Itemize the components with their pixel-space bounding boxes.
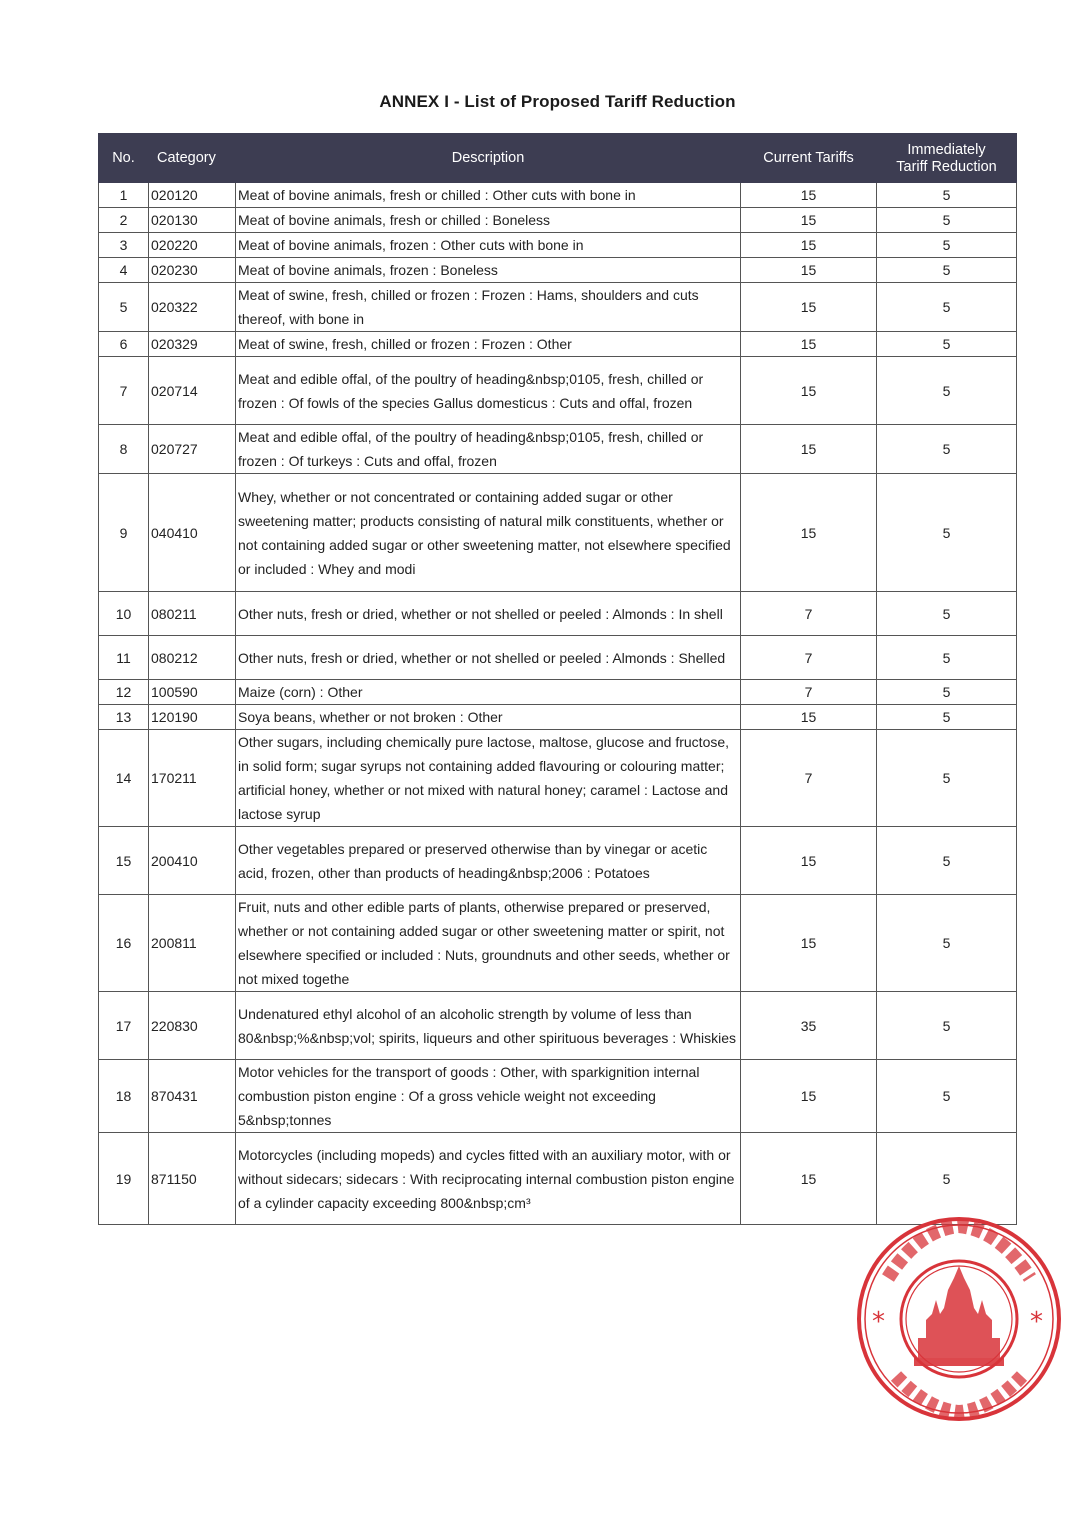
cell-category: 870431 xyxy=(149,1060,236,1133)
cell-current-tariff: 15 xyxy=(741,425,877,474)
cell-no: 7 xyxy=(99,357,149,425)
table-header-row xyxy=(99,134,1017,183)
cell-immediate-reduction: 5 xyxy=(877,357,1017,425)
table-row xyxy=(99,827,1017,895)
cell-immediate-reduction: 5 xyxy=(877,425,1017,474)
cell-no: 18 xyxy=(99,1060,149,1133)
cell-no: 14 xyxy=(99,730,149,827)
cell-immediate-reduction: 5 xyxy=(877,636,1017,680)
cell-current-tariff: 15 xyxy=(741,1060,877,1133)
cell-category: 020120 xyxy=(149,183,236,208)
svg-text:*: * xyxy=(872,1307,885,1337)
column-header-category: Category xyxy=(149,134,236,183)
cell-no: 11 xyxy=(99,636,149,680)
official-seal-icon xyxy=(848,1208,1070,1426)
cell-description: Meat of bovine animals, fresh or chilled : Other cuts with bone in xyxy=(236,183,741,208)
cell-category: 220830 xyxy=(149,992,236,1060)
cell-current-tariff: 15 xyxy=(741,895,877,992)
cell-no: 5 xyxy=(99,283,149,332)
cell-current-tariff: 15 xyxy=(741,332,877,357)
cell-current-tariff: 15 xyxy=(741,283,877,332)
cell-immediate-reduction: 5 xyxy=(877,827,1017,895)
cell-category: 020714 xyxy=(149,357,236,425)
cell-description: Meat of bovine animals, frozen : Other cuts with bone in xyxy=(236,233,741,258)
cell-description: Undenatured ethyl alcohol of an alcoholic strength by volume of less than 80&nbsp;%&nbsp;vol; spirits, liqueurs and other spirituous beverages : Whiskies xyxy=(236,992,741,1060)
table-row xyxy=(99,183,1017,208)
cell-current-tariff: 15 xyxy=(741,705,877,730)
cell-immediate-reduction: 5 xyxy=(877,730,1017,827)
cell-category: 020727 xyxy=(149,425,236,474)
table-row xyxy=(99,233,1017,258)
table-row xyxy=(99,636,1017,680)
cell-category: 020130 xyxy=(149,208,236,233)
cell-no: 12 xyxy=(99,680,149,705)
cell-current-tariff: 15 xyxy=(741,208,877,233)
cell-description: Fruit, nuts and other edible parts of plants, otherwise prepared or preserved, whether or not containing added sugar or other sweetening matter or spirit, not elsewhere specified or included : Nuts, groundnuts and other seeds, whether or not mixed togethe xyxy=(236,895,741,992)
cell-current-tariff: 15 xyxy=(741,827,877,895)
cell-category: 020322 xyxy=(149,283,236,332)
table-row xyxy=(99,680,1017,705)
cell-no: 8 xyxy=(99,425,149,474)
cell-category: 100590 xyxy=(149,680,236,705)
cell-no: 3 xyxy=(99,233,149,258)
cell-no: 16 xyxy=(99,895,149,992)
cell-category: 020220 xyxy=(149,233,236,258)
cell-immediate-reduction: 5 xyxy=(877,233,1017,258)
table-row xyxy=(99,332,1017,357)
cell-description: Soya beans, whether or not broken : Other xyxy=(236,705,741,730)
cell-description: Meat of swine, fresh, chilled or frozen : Frozen : Hams, shoulders and cuts thereof, with bone in xyxy=(236,283,741,332)
cell-current-tariff: 7 xyxy=(741,592,877,636)
cell-no: 10 xyxy=(99,592,149,636)
table-row xyxy=(99,1060,1017,1133)
column-header-current-tariffs: Current Tariffs xyxy=(741,134,877,183)
cell-immediate-reduction: 5 xyxy=(877,895,1017,992)
cell-immediate-reduction: 5 xyxy=(877,283,1017,332)
cell-no: 9 xyxy=(99,474,149,592)
cell-current-tariff: 7 xyxy=(741,730,877,827)
cell-description: Motorcycles (including mopeds) and cycles fitted with an auxiliary motor, with or without sidecars; sidecars : With reciprocating internal combustion piston engine of a cylinder capacity exceeding 800&nbsp;cm³ xyxy=(236,1133,741,1225)
cell-description: Whey, whether or not concentrated or containing added sugar or other sweetening matter; products consisting of natural milk constituents, whether or not containing added sugar or other sweetening matter, not elsewhere specified or included : Whey and modi xyxy=(236,474,741,592)
cell-category: 080211 xyxy=(149,592,236,636)
cell-current-tariff: 15 xyxy=(741,183,877,208)
column-header-immediate-reduction xyxy=(877,134,1017,183)
cell-category: 120190 xyxy=(149,705,236,730)
cell-no: 17 xyxy=(99,992,149,1060)
cell-category: 200410 xyxy=(149,827,236,895)
table-row xyxy=(99,425,1017,474)
cell-immediate-reduction: 5 xyxy=(877,183,1017,208)
cell-description: Other nuts, fresh or dried, whether or not shelled or peeled : Almonds : In shell xyxy=(236,592,741,636)
cell-description: Meat of bovine animals, frozen : Boneless xyxy=(236,258,741,283)
cell-immediate-reduction: 5 xyxy=(877,1133,1017,1225)
cell-current-tariff: 7 xyxy=(741,680,877,705)
cell-immediate-reduction: 5 xyxy=(877,258,1017,283)
cell-description: Other sugars, including chemically pure lactose, maltose, glucose and fructose, in solid form; sugar syrups not containing added flavouring or colouring matter; artificial honey, whether or not mixed with natural honey; caramel : Lactose and lactose syrup xyxy=(236,730,741,827)
cell-immediate-reduction: 5 xyxy=(877,705,1017,730)
svg-text:*: * xyxy=(1030,1307,1043,1337)
table-row xyxy=(99,895,1017,992)
table-row xyxy=(99,283,1017,332)
cell-category: 020329 xyxy=(149,332,236,357)
table-row xyxy=(99,592,1017,636)
cell-no: 6 xyxy=(99,332,149,357)
cell-description: Meat of bovine animals, fresh or chilled : Boneless xyxy=(236,208,741,233)
cell-current-tariff: 15 xyxy=(741,233,877,258)
cell-description: Meat of swine, fresh, chilled or frozen : Frozen : Other xyxy=(236,332,741,357)
cell-immediate-reduction: 5 xyxy=(877,208,1017,233)
table-row xyxy=(99,992,1017,1060)
table-row xyxy=(99,730,1017,827)
column-header-description: Description xyxy=(236,134,741,183)
cell-immediate-reduction: 5 xyxy=(877,680,1017,705)
cell-category: 200811 xyxy=(149,895,236,992)
cell-category: 170211 xyxy=(149,730,236,827)
column-header-no: No. xyxy=(99,134,149,183)
cell-immediate-reduction: 5 xyxy=(877,592,1017,636)
column-header-immediate-line2: Tariff Reduction xyxy=(896,159,997,175)
table-row xyxy=(99,258,1017,283)
cell-description: Other vegetables prepared or preserved otherwise than by vinegar or acetic acid, frozen, other than products of heading&nbsp;2006 : Potatoes xyxy=(236,827,741,895)
cell-description: Maize (corn) : Other xyxy=(236,680,741,705)
cell-no: 1 xyxy=(99,183,149,208)
page-title: ANNEX I - List of Proposed Tariff Reduction xyxy=(379,92,736,111)
cell-description: Other nuts, fresh or dried, whether or not shelled or peeled : Almonds : Shelled xyxy=(236,636,741,680)
cell-current-tariff: 15 xyxy=(741,357,877,425)
table-row xyxy=(99,208,1017,233)
cell-no: 2 xyxy=(99,208,149,233)
cell-category: 080212 xyxy=(149,636,236,680)
cell-current-tariff: 7 xyxy=(741,636,877,680)
cell-description: Motor vehicles for the transport of goods : Other, with sparkignition internal combustion piston engine : Of a gross vehicle weight not exceeding 5&nbsp;tonnes xyxy=(236,1060,741,1133)
cell-current-tariff: 35 xyxy=(741,992,877,1060)
cell-category: 040410 xyxy=(149,474,236,592)
cell-category: 020230 xyxy=(149,258,236,283)
cell-immediate-reduction: 5 xyxy=(877,992,1017,1060)
table-row xyxy=(99,474,1017,592)
table-row xyxy=(99,357,1017,425)
cell-immediate-reduction: 5 xyxy=(877,1060,1017,1133)
cell-current-tariff: 15 xyxy=(741,474,877,592)
cell-description: Meat and edible offal, of the poultry of heading&nbsp;0105, fresh, chilled or frozen : Of fowls of the species Gallus domesticus : Cuts and offal, frozen xyxy=(236,357,741,425)
cell-immediate-reduction: 5 xyxy=(877,332,1017,357)
column-header-immediate-line1: Immediately xyxy=(907,142,986,158)
cell-current-tariff: 15 xyxy=(741,258,877,283)
cell-category: 871150 xyxy=(149,1133,236,1225)
cell-current-tariff: 15 xyxy=(741,1133,877,1225)
tariff-table xyxy=(98,133,1017,1225)
cell-no: 13 xyxy=(99,705,149,730)
cell-immediate-reduction: 5 xyxy=(877,474,1017,592)
cell-no: 4 xyxy=(99,258,149,283)
cell-no: 19 xyxy=(99,1133,149,1225)
cell-no: 15 xyxy=(99,827,149,895)
cell-description: Meat and edible offal, of the poultry of heading&nbsp;0105, fresh, chilled or frozen : Of turkeys : Cuts and offal, frozen xyxy=(236,425,741,474)
table-row xyxy=(99,705,1017,730)
